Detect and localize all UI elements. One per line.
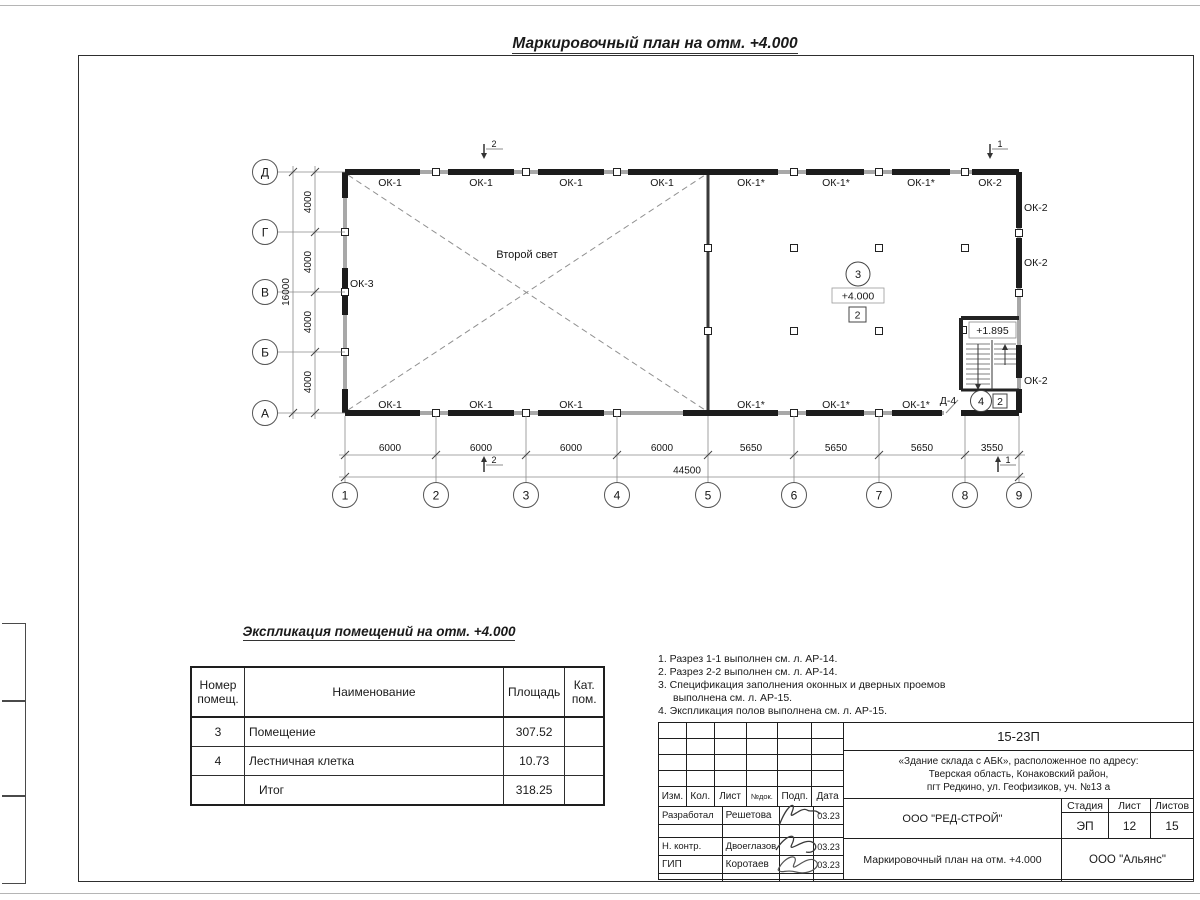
second-light-cross — [348, 175, 705, 410]
stair-elevation-label: +1.895 — [976, 325, 1009, 337]
sheets-value: 15 — [1165, 818, 1179, 833]
svg-text:6: 6 — [790, 488, 798, 503]
signature-cell — [780, 838, 814, 856]
date: 03.23 — [814, 807, 843, 825]
stamp-row-gip — [659, 856, 843, 874]
table-row: 4 Лестничная клетка 10.73 — [191, 747, 604, 776]
svg-text:6000: 6000 — [469, 443, 493, 454]
column-markers — [342, 169, 1023, 417]
svg-text:4: 4 — [613, 488, 621, 503]
svg-text:Д: Д — [260, 165, 270, 180]
svg-text:5: 5 — [704, 488, 712, 503]
person-name: Решетова — [723, 807, 781, 825]
svg-text:8: 8 — [961, 488, 969, 503]
section-1-bottom: 1 — [1005, 455, 1011, 465]
note-item: 2. Разрез 2-2 выполнен см. л. АР-14. — [658, 666, 838, 678]
svg-text:ОК-1*: ОК-1* — [902, 399, 930, 411]
col-izm: Изм. — [659, 787, 687, 807]
svg-text:2: 2 — [854, 309, 861, 322]
svg-text:3: 3 — [522, 488, 530, 503]
signature-cell — [780, 856, 814, 874]
page-title: Маркировочный план на отм. +4.000 — [512, 35, 798, 52]
design-company: ООО "РЕД-СТРОЙ" — [844, 799, 1062, 838]
svg-text:ОК-1*: ОК-1* — [907, 177, 935, 189]
svg-text:ОК-1*: ОК-1* — [822, 399, 850, 411]
svg-text:ОК-1: ОК-1 — [559, 177, 583, 189]
svg-text:ОК-1*: ОК-1* — [737, 399, 765, 411]
svg-text:1: 1 — [341, 488, 349, 503]
note-item: 1. Разрез 1-1 выполнен см. л. АР-14. — [658, 653, 838, 665]
room-3-marker — [832, 262, 884, 322]
svg-text:ОК-2: ОК-2 — [1024, 202, 1048, 214]
edge-box-1 — [2, 623, 26, 702]
col-list: Лист — [715, 787, 747, 807]
header-name: Наименование — [245, 667, 504, 717]
svg-text:44500: 44500 — [673, 465, 701, 477]
left-dimensions — [281, 166, 319, 419]
svg-text:7: 7 — [875, 488, 883, 503]
sheet-title: Маркировочный план на отм. +4.000 — [844, 839, 1062, 881]
svg-text:4000: 4000 — [303, 190, 314, 214]
table-row-total: Итог 318.25 — [191, 776, 604, 806]
stamp-row-developer — [659, 807, 843, 825]
notes-list — [658, 653, 998, 718]
door-label: Д-4 — [939, 395, 957, 407]
svg-text:3: 3 — [854, 269, 862, 281]
bottom-window-labels — [378, 399, 930, 411]
stamp-project-area — [844, 723, 1193, 879]
role: Н. контр. — [659, 838, 723, 856]
svg-text:ОК-1: ОК-1 — [469, 399, 493, 411]
svg-text:4000: 4000 — [303, 250, 314, 274]
svg-text:А: А — [260, 406, 270, 421]
stage-value: ЭП — [1062, 813, 1109, 838]
second-light-label: Второй свет — [496, 249, 558, 261]
col-kol: Кол. — [687, 787, 715, 807]
section-1-top: 1 — [997, 139, 1003, 149]
svg-text:ОК-1: ОК-1 — [650, 177, 674, 189]
svg-text:ОК-1*: ОК-1* — [822, 177, 850, 189]
svg-text:2: 2 — [432, 488, 440, 503]
role: ГИП — [659, 856, 723, 874]
section-2-top: 2 — [491, 139, 497, 149]
col-podp: Подп. — [778, 787, 812, 807]
staircase — [961, 318, 1019, 390]
svg-text:ОК-2: ОК-2 — [1024, 257, 1048, 269]
explication-title: Экспликация помещений на отм. +4.000 — [242, 624, 516, 639]
svg-text:ОК-1: ОК-1 — [559, 399, 583, 411]
window-bars — [345, 172, 1019, 413]
svg-text:3550: 3550 — [980, 443, 1004, 454]
svg-text:ОК-1: ОК-1 — [378, 177, 402, 189]
role: Разработал — [659, 807, 723, 825]
note-item: 3. Спецификация заполнения оконных и дверных проемов выполнена см. л. АР-15. — [658, 679, 946, 704]
svg-text:5650: 5650 — [739, 443, 763, 454]
svg-text:ОК-2: ОК-2 — [978, 177, 1002, 189]
svg-text:ОК-2: ОК-2 — [1024, 375, 1048, 387]
project-address: «Здание склада с АБК», расположенное по адресу: Тверская область, Конаковский район, пгт Редкино, ул. Геофизиков, уч. №13 а — [844, 751, 1193, 799]
room-4-marker — [971, 391, 1008, 412]
stamp-middle-band — [844, 799, 1193, 839]
stamp-row-ncontrol — [659, 838, 843, 856]
header-room-number: Номер помещ. — [191, 667, 245, 717]
svg-text:ОК-3: ОК-3 — [350, 278, 374, 290]
svg-text:Б: Б — [261, 345, 269, 360]
svg-text:6000: 6000 — [650, 443, 674, 454]
paper-edge-bottom — [0, 893, 1200, 894]
svg-text:9: 9 — [1015, 488, 1023, 503]
side-window-labels — [350, 202, 1048, 407]
svg-text:4: 4 — [977, 396, 985, 408]
edge-box-3 — [2, 795, 26, 884]
person-name: Двоеглазов — [723, 838, 781, 856]
signature-cell — [780, 807, 814, 825]
stamp-columns-header — [659, 787, 843, 807]
title-block — [658, 722, 1194, 880]
svg-text:ОК-1*: ОК-1* — [737, 177, 765, 189]
stamp-revision-area — [659, 723, 844, 879]
svg-text:2: 2 — [997, 396, 1003, 408]
svg-text:В: В — [260, 285, 270, 300]
svg-text:5650: 5650 — [910, 443, 934, 454]
svg-text:4000: 4000 — [303, 310, 314, 334]
header-area: Площадь — [504, 667, 565, 717]
date: 03.23 — [814, 838, 843, 856]
col-ndoc: №док. — [747, 787, 779, 807]
person-name: Коротаев — [723, 856, 781, 874]
svg-text:+4.000: +4.000 — [841, 290, 875, 303]
sheet-label: Лист — [1109, 799, 1151, 812]
stamp-bottom-band — [844, 839, 1193, 881]
section-2-bottom: 2 — [491, 455, 497, 465]
header-category: Кат. пом. — [565, 667, 605, 717]
svg-text:5650: 5650 — [824, 443, 848, 454]
svg-text:6000: 6000 — [559, 443, 583, 454]
svg-text:Г: Г — [261, 225, 269, 240]
top-window-labels — [378, 177, 1002, 189]
svg-text:ОК-1: ОК-1 — [469, 177, 493, 189]
doc-number: 15-23П — [844, 723, 1193, 751]
note-item: 4. Экспликация полов выполнена см. л. АР-15. — [658, 705, 887, 717]
sheet-value: 12 — [1109, 813, 1151, 838]
svg-text:ОК-1: ОК-1 — [378, 399, 402, 411]
edge-box-2 — [2, 700, 26, 797]
wall-corners — [345, 172, 1019, 413]
svg-text:16000: 16000 — [281, 278, 292, 306]
table-row: 3 Помещение 307.52 — [191, 717, 604, 747]
col-data: Дата — [812, 787, 843, 807]
svg-text:6000: 6000 — [378, 443, 402, 454]
customer-company: ООО "Альянс" — [1089, 854, 1166, 866]
svg-text:4000: 4000 — [303, 370, 314, 394]
row-axes — [253, 160, 346, 426]
date: 03.23 — [814, 856, 843, 874]
explication-table — [190, 666, 605, 806]
bottom-dimensions — [333, 416, 1032, 508]
stage-label: Стадия — [1062, 799, 1109, 812]
exterior-walls — [345, 172, 1019, 413]
explication-header-row — [191, 667, 604, 717]
sheets-label: Листов — [1154, 799, 1190, 812]
